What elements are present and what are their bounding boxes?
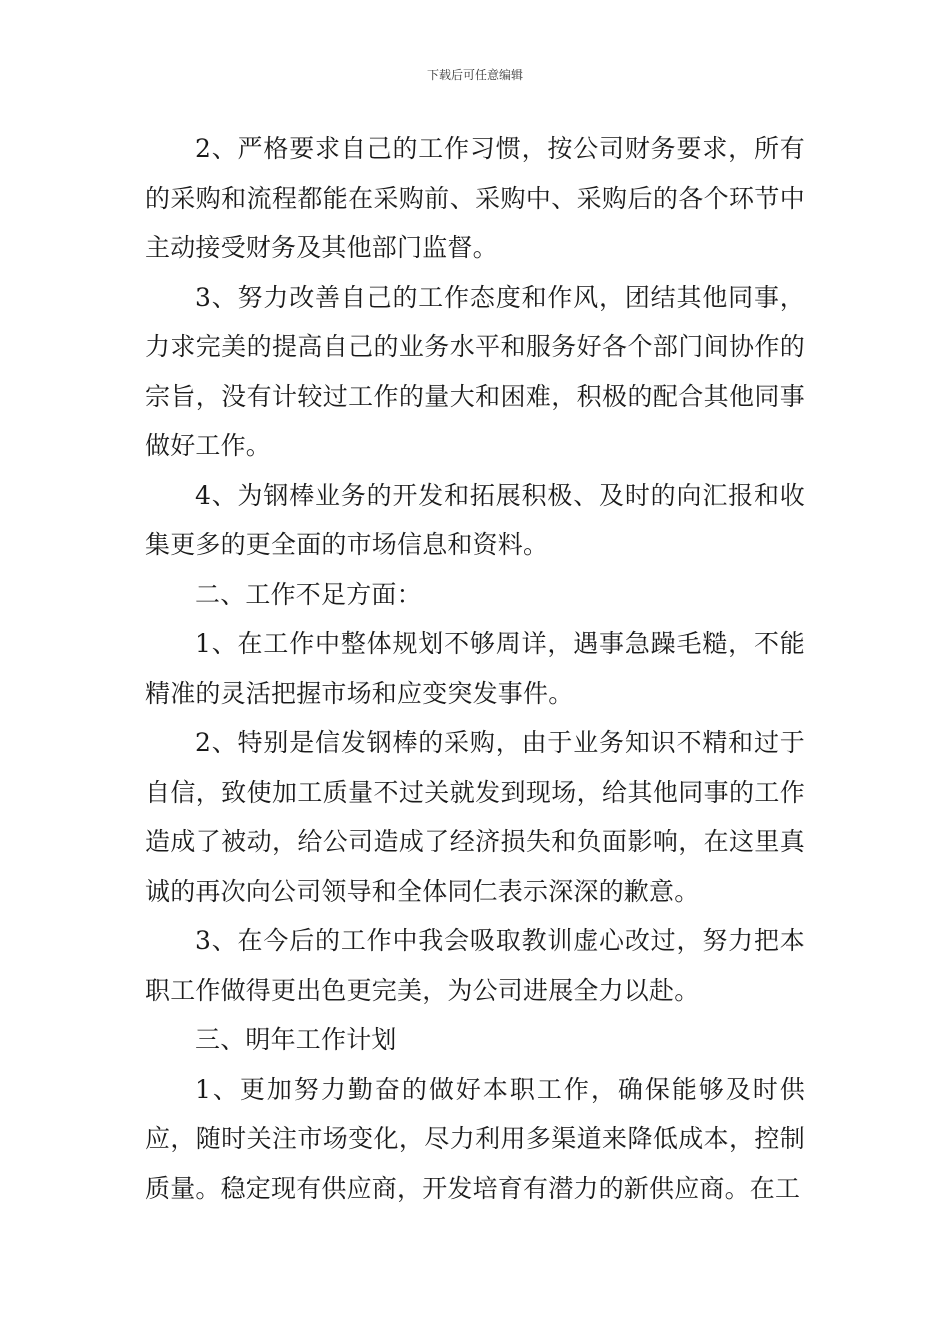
document-body <box>145 124 805 1213</box>
paragraph-shortcoming-1: 1、在工作中整体规划不够周详，遇事急躁毛糙，不能精准的灵活把握市场和应变突发事件。 <box>145 629 805 708</box>
paragraph-shortcoming-2: 2、特别是信发钢棒的采购，由于业务知识不精和过于自信，致使加工质量不过关就发到现场，给其他同事的工作造成了被动，给公司造成了经济损失和负面影响，在这里真诚的再次向公司领导和全体同仁表示深深的歉意。 <box>145 728 805 906</box>
download-note: 下载后可任意编辑 <box>426 68 523 82</box>
paragraph-item-2: 2、严格要求自己的工作习惯，按公司财务要求，所有的采购和流程都能在采购前、采购中、采购后的各个环节中主动接受财务及其他部门监督。 <box>145 134 805 262</box>
paragraph-shortcoming-3: 3、在今后的工作中我会吸取教训虚心改过，努力把本职工作做得更出色更完美，为公司进展全力以赴。 <box>145 926 805 1005</box>
paragraph-item-3: 3、努力改善自己的工作态度和作风，团结其他同事，力求完美的提高自己的业务水平和服务好各个部门间协作的宗旨，没有计较过工作的量大和困难，积极的配合其他同事做好工作。 <box>145 282 805 460</box>
paragraph-plan-1: 1、更加努力勤奋的做好本职工作，确保能够及时供应，随时关注市场变化，尽力利用多渠道来降低成本，控制质量。稳定现有供应商，开发培育有潜力的新供应商。在工 <box>145 1074 805 1203</box>
section-heading-shortcomings: 二、工作不足方面： <box>195 579 422 609</box>
section-heading-plan: 三、明年工作计划 <box>195 1025 397 1054</box>
paragraph-item-4: 4、为钢棒业务的开发和拓展积极、及时的向汇报和收集更多的更全面的市场信息和资料。 <box>145 480 805 559</box>
